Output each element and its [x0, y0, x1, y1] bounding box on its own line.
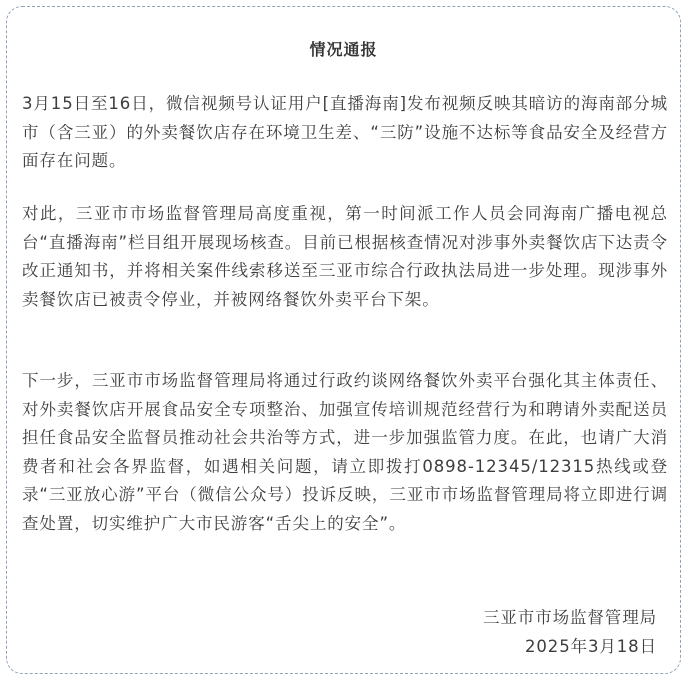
- notice-paragraph-2: 对此，三亚市市场监督管理局高度重视，第一时间派工作人员会同海南广播电视总台“直播海南”栏目组开展现场核查。目前已根据核查情况对涉事外卖餐饮店下达责令改正通知书，并将相关案件线索移送至三亚市综合行政执法局进一步处理。现涉事外卖餐饮店已被责令停业，并被网络餐饮外卖平台下架。: [22, 204, 668, 309]
- signature-organization: 三亚市市场监督管理局: [483, 608, 657, 627]
- signature-date: 2025年3月18日: [525, 637, 657, 656]
- notice-paragraph-3: 下一步，三亚市市场监督管理局将通过行政约谈网络餐饮外卖平台强化其主体责任、对外卖餐饮店开展食品安全专项整治、加强宣传培训规范经营行为和聘请外卖配送员担任食品安全监督员推动社会共治等方式，进一步加强监管力度。在此，也请广大消费者和社会各界监督，如遇相关问题，请立即拨打0898-12345/12315热线或登录“三亚放心游”平台（微信公众号）投诉反映，三亚市市场监督管理局将立即进行调查处置，切实维护广大市民游客“舌尖上的安全”。: [22, 371, 668, 533]
- notice-frame: [6, 6, 681, 674]
- notice-title: 情况通报: [309, 40, 378, 59]
- notice-paragraph-1: 3月15日至16日，微信视频号认证用户[直播海南]发布视频反映其暗访的海南部分城市（含三亚）的外卖餐饮店存在环境卫生差、“三防”设施不达标等食品安全及经营方面存在问题。: [22, 94, 668, 170]
